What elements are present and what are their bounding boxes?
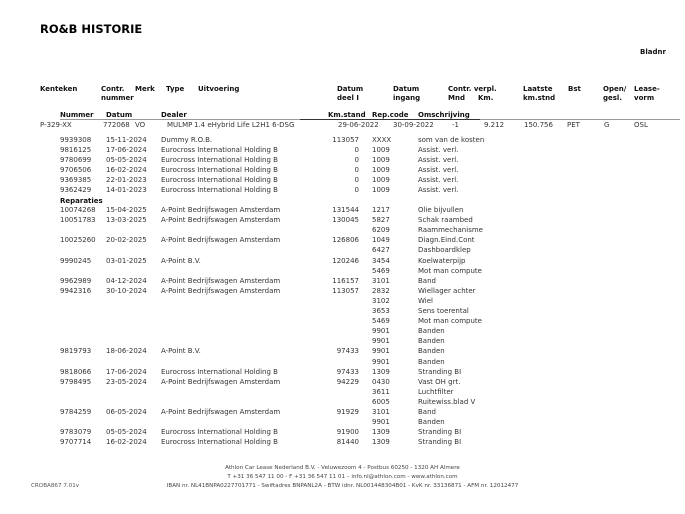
col-datum-deel-sub: deel I [337, 94, 359, 102]
row-repcode: 9901 [372, 357, 390, 366]
row-omschrijving: Assist. verl. [418, 155, 459, 164]
row-omschrijving: Diagn.Eind.Cont [418, 236, 475, 245]
row-datum: 04-12-2024 [106, 276, 147, 285]
row-datum: 06-05-2024 [106, 408, 147, 416]
col-uitvoering: Uitvoering [198, 85, 240, 93]
row-dealer: Eurocross International Holding B [161, 428, 278, 437]
row-repcode: 1309 [372, 428, 390, 437]
vehicle-mnd: -1 [452, 121, 459, 129]
row-omschrijving: Mot man compute [418, 266, 482, 275]
vehicle-laatste-km: 150.756 [524, 121, 553, 129]
row-repcode: 0430 [372, 377, 390, 386]
col-type: Type [166, 85, 185, 93]
row-datum: 14-01-2023 [106, 185, 147, 194]
row-repcode: 1309 [372, 438, 390, 447]
repairs-heading: Reparaties [60, 197, 103, 205]
row-repcode: 5469 [372, 317, 390, 326]
row-repcode: 1009 [372, 185, 390, 194]
row-repcode: 1049 [372, 236, 390, 245]
row-datum: 05-05-2024 [106, 155, 147, 164]
col-bst: Bst [568, 85, 581, 93]
row-kmstand: 0 [354, 185, 359, 194]
row-nummer: 9818066 [60, 367, 92, 376]
row-omschrijving: Stranding BI [418, 367, 462, 376]
row-repcode: 3101 [372, 408, 390, 416]
vehicle-uitvoering: 1.4 eHybrid Life L2H1 6-DSG [194, 121, 295, 129]
row-repcode: 9901 [372, 347, 390, 356]
col-km: Km. [478, 94, 494, 102]
footer-company: Athlon Car Lease Nederland B.V. - Veluwezoom 4 - Postbus 60250 - 1320 AH Almere [225, 465, 460, 471]
row-repcode: 6427 [372, 246, 390, 255]
row-dealer: A-Point Bedrijfswagen Amsterdam [161, 276, 281, 285]
row-omschrijving: Stranding BI [418, 438, 462, 447]
row-repcode: 1009 [372, 165, 390, 174]
row-dealer: Eurocross International Holding B [161, 185, 278, 194]
row-repcode: 6209 [372, 226, 390, 235]
vehicle-contract: 772068 [103, 121, 130, 129]
row-kmstand: 97433 [336, 347, 359, 356]
row-repcode: 3611 [372, 387, 390, 396]
sub-nummer: Nummer [60, 111, 94, 119]
page-title: RO&B HISTORIE [40, 22, 143, 36]
vehicle-leasevorm: OSL [634, 121, 648, 129]
row-dealer: A-Point B.V. [161, 347, 201, 356]
row-nummer: 9990245 [60, 256, 92, 265]
row-omschrijving: Mot man compute [418, 317, 482, 326]
subheader-underline [300, 119, 480, 120]
col-mnd: Mnd [448, 94, 465, 102]
sub-repcode: Rep.code [372, 111, 409, 119]
row-nummer: 9962989 [60, 276, 92, 285]
row-kmstand: 116157 [332, 276, 359, 285]
row-kmstand: 126806 [332, 236, 359, 245]
row-repcode: 1217 [372, 206, 390, 214]
row-omschrijving: Band [418, 276, 436, 285]
col-contr: Contr. [101, 85, 125, 93]
row-dealer: Eurocross International Holding B [161, 165, 278, 174]
row-nummer: 9707714 [60, 438, 92, 447]
col-merk: Merk [135, 85, 155, 93]
row-dealer: A-Point Bedrijfswagen Amsterdam [161, 286, 281, 295]
row-repcode: 3653 [372, 307, 390, 315]
col-open-sub: gesl. [603, 94, 622, 102]
row-omschrijving: Wiel [418, 296, 433, 305]
row-dealer: Eurocross International Holding B [161, 155, 278, 164]
row-omschrijving: Banden [418, 418, 445, 427]
row-dealer: A-Point Bedrijfswagen Amsterdam [161, 377, 281, 386]
row-repcode: 6005 [372, 397, 390, 406]
row-nummer: 9816125 [60, 145, 92, 154]
vehicle-type: MULMP [167, 121, 193, 129]
row-dealer: Eurocross International Holding B [161, 175, 278, 184]
row-omschrijving: Sens toerental [418, 307, 469, 315]
row-omschrijving: Luchtfilter [418, 387, 454, 396]
row-repcode: 1009 [372, 155, 390, 164]
row-kmstand: 130045 [332, 216, 359, 225]
row-datum: 13-03-2025 [106, 216, 147, 225]
row-kmstand: 120246 [332, 256, 359, 265]
row-kmstand: 113057 [332, 136, 359, 144]
col-datum-ingang-sub: ingang [393, 94, 421, 102]
row-datum: 20-02-2025 [106, 236, 147, 245]
row-kmstand: 131544 [332, 206, 359, 214]
footer-form-code: CROBA867 7.01v [31, 483, 80, 489]
row-omschrijving: Banden [418, 357, 445, 366]
col-lease-sub: vorm [634, 94, 655, 102]
vehicle-kenteken: P-329-XX [40, 121, 72, 129]
row-repcode: 9901 [372, 327, 390, 336]
row-kmstand: 97433 [336, 367, 359, 376]
row-dealer: Eurocross International Holding B [161, 145, 278, 154]
row-repcode: XXXX [372, 136, 392, 144]
row-nummer: 9783079 [60, 428, 92, 437]
footer-bank: IBAN nr. NL41BNPA0227701771 - Swiftadres BNPANL2A - BTW idnr. NL001448304B01 - KvK nr. 33136871 - AFM nr. 12012477 [166, 483, 519, 489]
row-kmstand: 0 [354, 175, 359, 184]
row-omschrijving: Assist. verl. [418, 145, 459, 154]
row-kmstand: 113057 [332, 286, 359, 295]
row-datum: 16-02-2024 [106, 165, 147, 174]
row-omschrijving: Koelwaterpijp [418, 256, 466, 265]
row-nummer: 10051783 [60, 216, 96, 225]
sub-kmstand: Km.stand [328, 111, 366, 119]
row-omschrijving: Band [418, 408, 436, 416]
row-nummer: 9942316 [60, 286, 92, 295]
col-laatste-sub: km.stnd [523, 94, 556, 102]
row-nummer: 10074268 [60, 206, 96, 214]
row-omschrijving: Assist. verl. [418, 185, 459, 194]
row-nummer: 9784259 [60, 408, 92, 416]
col-contr-verpl: Contr. verpl. [448, 85, 497, 93]
row-omschrijving: Banden [418, 327, 445, 336]
vehicle-datum-deel1: 29-06-2022 [338, 121, 379, 129]
row-omschrijving: Dashboardklep [418, 246, 471, 255]
row-nummer: 9798495 [60, 377, 92, 386]
vehicle-datum-ingang: 30-09-2022 [393, 121, 434, 129]
row-datum: 17-06-2024 [106, 367, 147, 376]
row-kmstand: 94229 [336, 377, 359, 386]
col-kenteken: Kenteken [40, 85, 78, 93]
row-kmstand: 91900 [336, 428, 359, 437]
row-repcode: 1009 [372, 145, 390, 154]
row-omschrijving: Schak raambed [418, 216, 473, 225]
sub-dealer: Dealer [161, 111, 187, 119]
row-dealer: A-Point Bedrijfswagen Amsterdam [161, 236, 281, 245]
sub-omschrijving: Omschrijving [418, 111, 470, 119]
sub-datum: Datum [106, 111, 133, 119]
row-repcode: 1009 [372, 175, 390, 184]
row-omschrijving: Ruitewiss.blad V [418, 397, 476, 406]
row-kmstand: 81440 [336, 438, 359, 447]
row-datum: 03-01-2025 [106, 256, 147, 265]
row-dealer: A-Point Bedrijfswagen Amsterdam [161, 408, 281, 416]
row-datum: 16-02-2024 [106, 438, 147, 447]
row-nummer: 9369385 [60, 175, 92, 184]
row-repcode: 9901 [372, 418, 390, 427]
row-repcode: 2832 [372, 286, 390, 295]
row-kmstand: 0 [354, 145, 359, 154]
row-nummer: 9780699 [60, 155, 92, 164]
row-datum: 17-06-2024 [106, 145, 147, 154]
row-nummer: 10025260 [60, 236, 96, 245]
col-open: Open/ [603, 85, 627, 93]
row-datum: 30-10-2024 [106, 286, 147, 295]
row-omschrijving: Banden [418, 337, 445, 346]
row-datum: 23-05-2024 [106, 377, 147, 386]
row-omschrijving: Vast OH grt. [418, 377, 461, 386]
row-kmstand: 0 [354, 155, 359, 164]
row-omschrijving: Stranding BI [418, 428, 462, 437]
row-dealer: A-Point B.V. [161, 256, 201, 265]
row-datum: 18-06-2024 [106, 347, 147, 356]
row-nummer: 9819793 [60, 347, 92, 356]
row-dealer: Dummy R.O.B. [161, 136, 213, 144]
row-omschrijving: Olie bijvullen [418, 206, 464, 214]
row-repcode: 1309 [372, 367, 390, 376]
col-lease: Lease- [634, 85, 660, 93]
row-omschrijving: Wiellager achter [418, 286, 476, 295]
vehicle-bst: PET [567, 121, 580, 129]
row-omschrijving: Banden [418, 347, 445, 356]
row-datum: 22-01-2023 [106, 175, 147, 184]
row-omschrijving: Raammechanisme [418, 226, 483, 235]
col-datum-ingang: Datum [393, 85, 420, 93]
vehicle-km: 9.212 [484, 121, 505, 129]
col-contr-nummer: nummer [101, 94, 134, 102]
row-datum: 15-04-2025 [106, 206, 147, 214]
row-dealer: Eurocross International Holding B [161, 367, 278, 376]
row-omschrijving: Assist. verl. [418, 175, 459, 184]
row-dealer: A-Point Bedrijfswagen Amsterdam [161, 216, 281, 225]
vehicle-open-gesl: G [604, 121, 610, 129]
row-nummer: 9362429 [60, 185, 92, 194]
row-repcode: 3454 [372, 256, 390, 265]
row-repcode: 9901 [372, 337, 390, 346]
footer-contact: T +31 36 547 11 00 - F +31 36 547 11 01 – info.nl@athlon.com - www.athlon.com [227, 474, 458, 480]
row-repcode: 3101 [372, 276, 390, 285]
row-nummer: 9706506 [60, 165, 92, 174]
row-kmstand: 0 [354, 165, 359, 174]
row-dealer: Eurocross International Holding B [161, 438, 278, 447]
col-datum-deel: Datum [337, 85, 364, 93]
row-nummer: 9939308 [60, 136, 92, 144]
row-datum: 05-05-2024 [106, 428, 147, 437]
row-repcode: 3102 [372, 296, 390, 305]
vehicle-merk: VO [135, 121, 146, 129]
row-repcode: 5827 [372, 216, 390, 225]
row-repcode: 5469 [372, 266, 390, 275]
page-number-label: Bladnr [640, 48, 666, 56]
col-laatste: Laatste [523, 85, 553, 93]
row-dealer: A-Point Bedrijfswagen Amsterdam [161, 206, 281, 214]
row-datum: 15-11-2024 [106, 136, 147, 144]
row-omschrijving: Assist. verl. [418, 165, 459, 174]
row-omschrijving: som van de kosten [418, 136, 485, 144]
row-kmstand: 91929 [336, 408, 359, 416]
